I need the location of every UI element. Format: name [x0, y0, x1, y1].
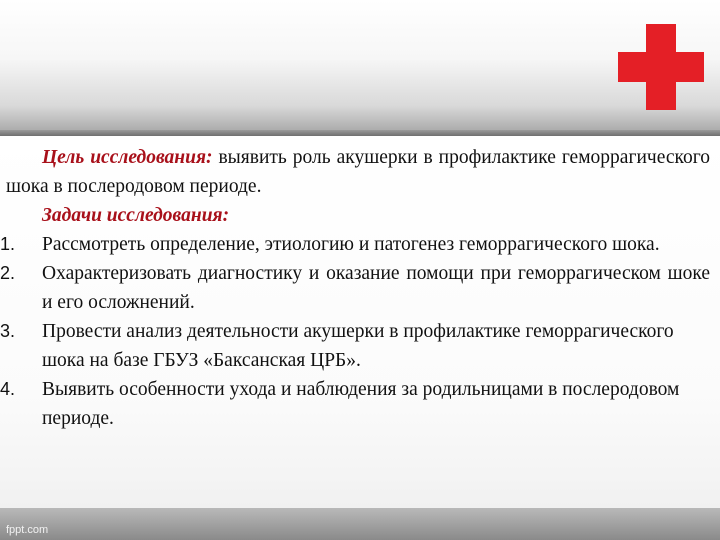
- tasks-list: [0, 230, 710, 433]
- list-item-text: Провести анализ деятельности акушерки в профилактике геморрагического шока на базе ГБУЗ «Баксанская ЦРБ».: [42, 321, 674, 371]
- list-item: [0, 259, 710, 317]
- slide-text: [0, 143, 710, 433]
- tasks-heading: Задачи исследования:: [42, 205, 230, 226]
- header-band: [0, 0, 720, 132]
- goal-label: Цель исследования:: [42, 147, 213, 168]
- watermark: fppt.com: [6, 524, 49, 536]
- list-item: [0, 230, 710, 259]
- list-item-text: Охарактеризовать диагностику и оказание помощи при геморрагическом шоке и его осложнений.: [42, 263, 710, 313]
- list-item-number: 3.: [0, 321, 16, 341]
- list-item-number: 2.: [0, 263, 16, 283]
- list-item: [0, 375, 710, 433]
- list-item-text: Выявить особенности ухода и наблюдения за родильницами в послеродовом периоде.: [42, 379, 680, 429]
- list-item: [0, 317, 710, 375]
- goal-text: выявить роль акушерки в профилактике геморрагического шока в послеродовом периоде.: [6, 147, 710, 197]
- list-item-text: Рассмотреть определение, этиологию и патогенез геморрагического шока.: [42, 234, 660, 255]
- footer-band: [0, 508, 720, 540]
- list-item-number: 1.: [0, 234, 16, 254]
- goal-paragraph: [6, 143, 710, 201]
- red-cross-icon: [618, 24, 704, 110]
- list-item-number: 4.: [0, 379, 16, 399]
